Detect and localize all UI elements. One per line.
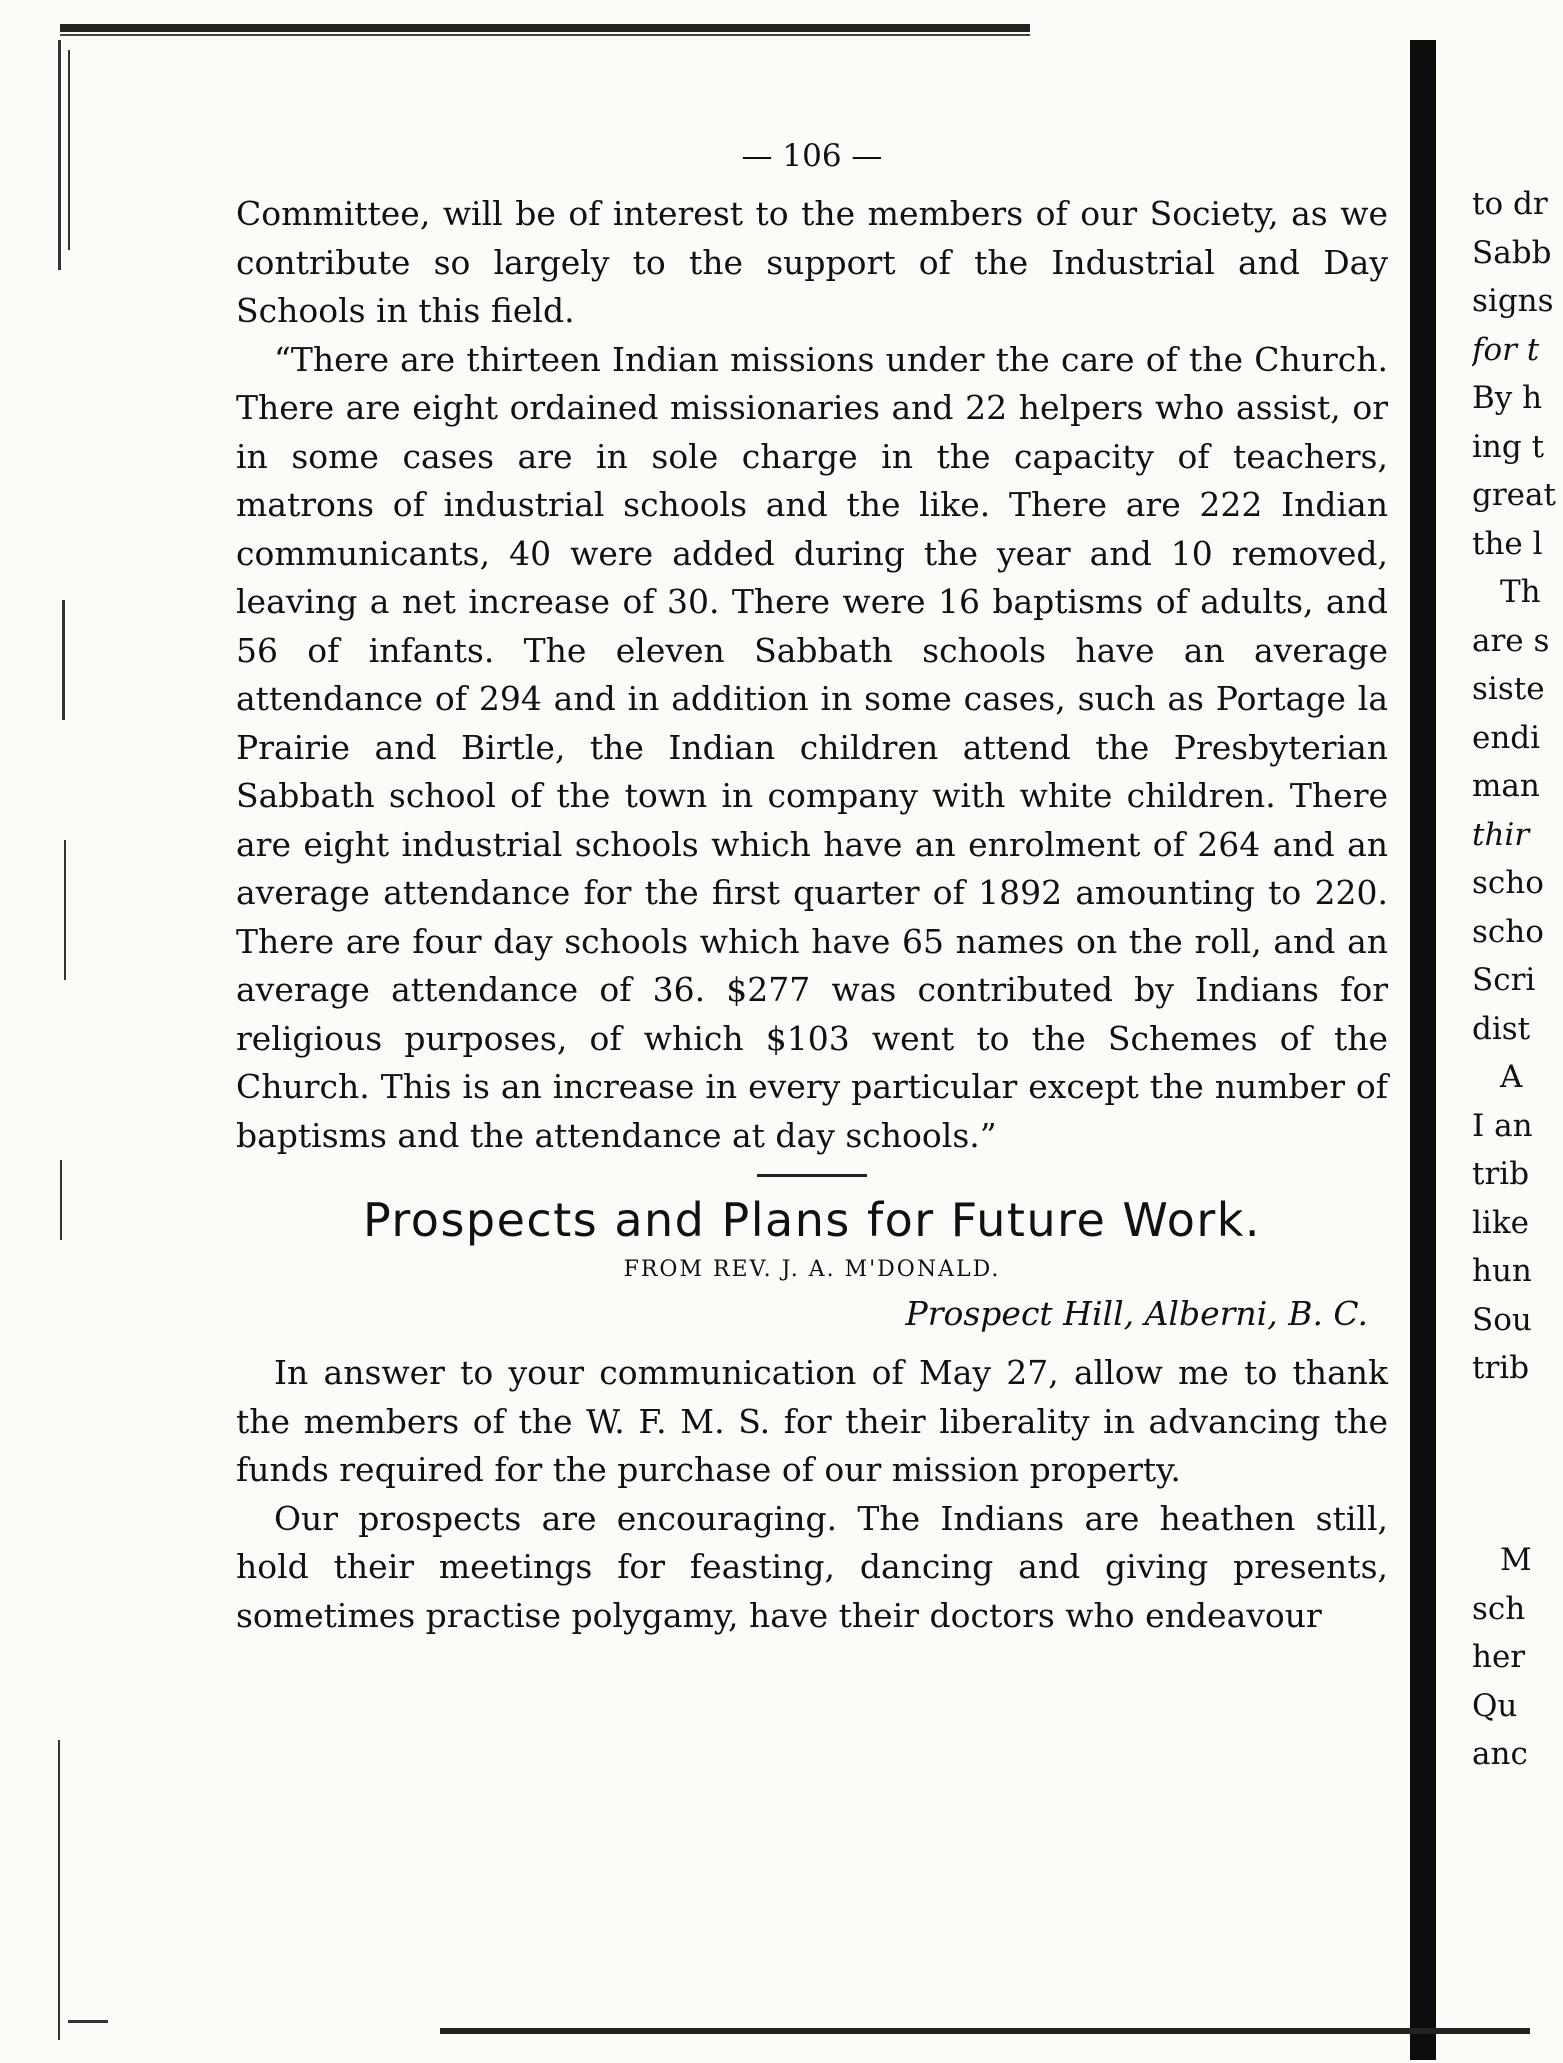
left-scan-edge (38, 40, 108, 2030)
fragment-line: anc (1472, 1736, 1528, 1772)
fragment-line: siste (1472, 671, 1545, 707)
top-border-rule-thin (60, 34, 1030, 36)
adjacent-page-fragments (1472, 180, 1563, 1393)
fragment-line: scho (1472, 913, 1544, 950)
fragment-line: the l (1472, 525, 1543, 562)
fragment-line: I an (1472, 1107, 1533, 1144)
fragment-line: Qu (1472, 1687, 1518, 1724)
fragment-line: endi (1472, 719, 1541, 756)
fragment-line: ing t (1472, 428, 1545, 465)
fragment-line: like (1472, 1204, 1529, 1241)
fragment-line: Th (1500, 574, 1541, 610)
top-border-rule (60, 24, 1030, 32)
fragment-line: Scri (1472, 962, 1536, 998)
fragment-line: By h (1472, 380, 1543, 416)
fragment-line: A (1500, 1059, 1523, 1095)
fragment-line: her (1472, 1639, 1526, 1675)
bottom-border-rule (440, 2028, 1530, 2034)
section-location: Prospect Hill, Alberni, B. C. (905, 1294, 1368, 1333)
fragment-line: M (1500, 1542, 1532, 1578)
section-byline: FROM REV. J. A. M'DONALD. (623, 1257, 1001, 1282)
fragment-line: Sou (1472, 1301, 1532, 1338)
fragment-line: sch (1472, 1590, 1526, 1627)
fragment-line: Sabb (1472, 234, 1552, 271)
paragraph-committee: Committee, will be of interest to the members of our Society, as we contribute so largely to the support of the Industrial and Day Schools in this field. (236, 194, 1388, 330)
paragraph-missions-report: “There are thirteen Indian missions under the care of the Church. There are eight ordained missionaries and 22 helpers who assist, or in some cases are in sole charge in the capacity of teachers, matrons of industrial schools and the like. There are 222 Indian communicants, 40 were added during the year and 10 removed, leaving a net increase of 30. There were 16 baptisms of adults, and 56 of infants. The eleven Sabbath schools have an average attendance of 294 and in addition in some cases, such as Portage la Prairie and Birtle, the Indian children attend the Presbyterian Sabbath school of the town in company with white children. There are eight industrial schools which have an enrolment of 264 and an average attendance for the first quarter of 1892 amounting to 220. There are four day schools which have 65 names on the roll, and an average attendance of 36. $277 was contributed by Indians for religious purposes, of which $103 went to the Schemes of the Church. This is an increase in every particular except the number of baptisms and the attendance at day schools.” (236, 339, 1388, 1155)
page-content (236, 138, 1388, 1640)
page-number: — 106 — (741, 138, 883, 174)
fragment-line: trib (1472, 1350, 1530, 1386)
fragment-line: are s (1472, 622, 1550, 659)
fragment-line: for t (1472, 331, 1540, 368)
fragment-line: scho (1472, 865, 1544, 901)
fragment-line: trib (1472, 1156, 1530, 1192)
fragment-line: signs (1472, 283, 1554, 319)
fragment-line: dist (1472, 1010, 1531, 1047)
section-heading: Prospects and Plans for Future Work. (362, 1193, 1262, 1247)
fragment-line: thir (1472, 816, 1530, 853)
fragment-line: hun (1472, 1253, 1532, 1289)
fragment-line: man (1472, 768, 1540, 804)
paragraph-prospects: Our prospects are encouraging. The Indians are heathen still, hold their meetings for feasting, dancing and giving presents, sometimes practise polygamy, have their doctors who endeavour (236, 1498, 1388, 1635)
section-divider (757, 1174, 867, 1177)
adjacent-page-fragments-lower (1472, 1536, 1563, 1779)
paragraph-answer: In answer to your communication of May 27, allow me to thank the members of the W. F. M. S. for their liberality in advancing the funds required for the purchase of our mission property. (236, 1353, 1388, 1489)
fragment-line: great (1472, 477, 1556, 513)
fragment-line: to dr (1472, 186, 1548, 222)
binding-shadow-bar (1410, 40, 1436, 2060)
